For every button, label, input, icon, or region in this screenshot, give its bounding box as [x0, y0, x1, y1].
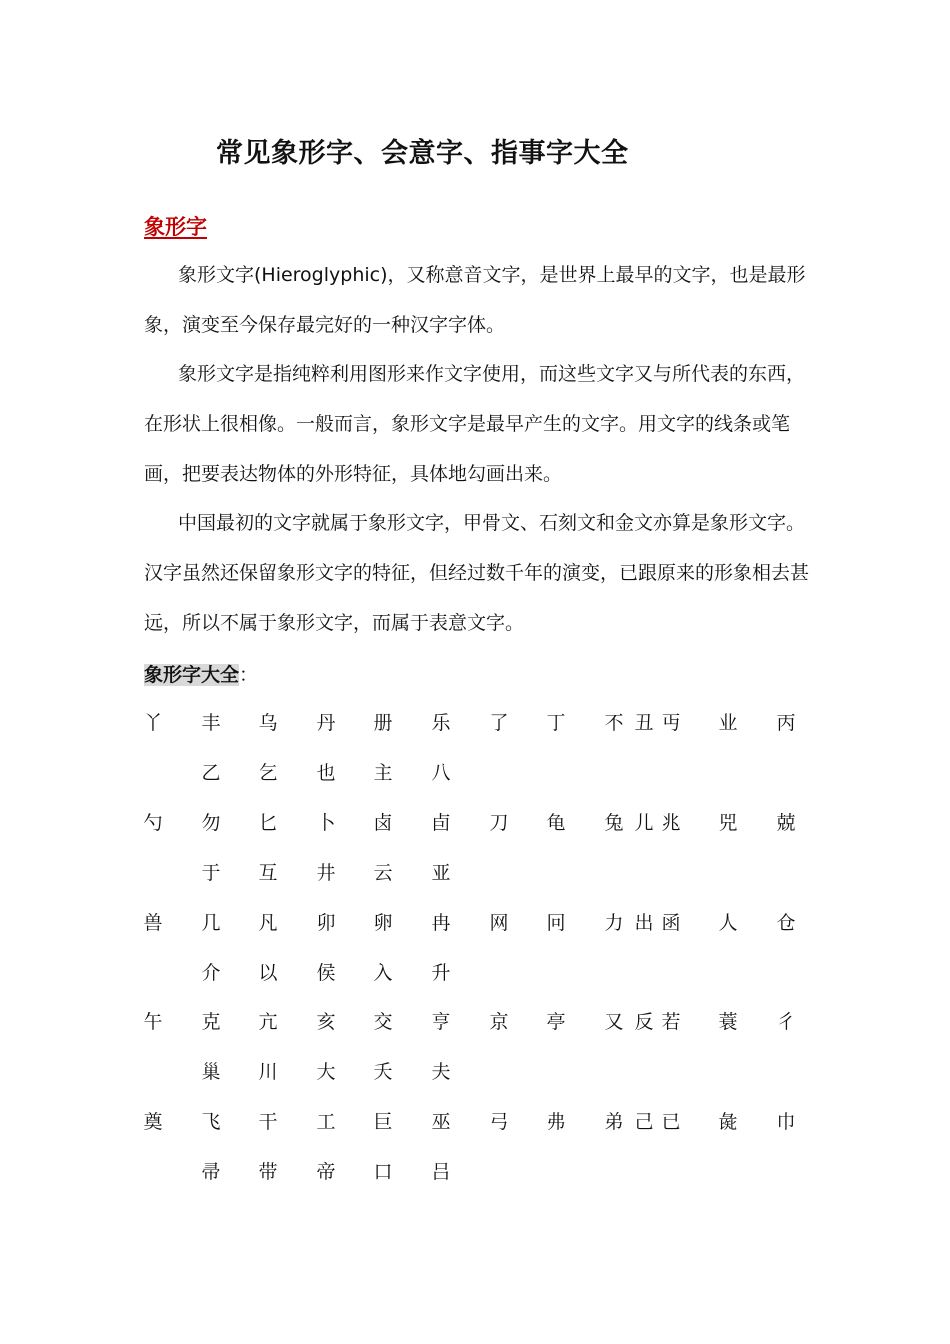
- paragraph-intro: 象形文字(Hieroglyphic)，又称意音文字，是世界上最早的文字，也是最形象，演变至今保存最完好的一种汉字字体。: [144, 264, 806, 336]
- character-cell: 几: [201, 912, 221, 934]
- character-cell: 兽: [143, 912, 163, 934]
- character-cell: 亭: [546, 1011, 566, 1033]
- character-cell: 丁: [546, 712, 566, 734]
- character-cell: 卣: [431, 812, 451, 834]
- character-cell: 兔: [604, 812, 624, 834]
- character-cell: 乙: [201, 762, 221, 784]
- character-cell: 巢: [201, 1061, 221, 1083]
- character-cell: 干: [258, 1111, 278, 1133]
- character-cell: 亥: [316, 1011, 336, 1033]
- character-cell: 卤: [373, 812, 393, 834]
- character-cell: 力: [604, 912, 624, 934]
- character-cell: 帚: [201, 1161, 221, 1183]
- character-cell: 乞: [258, 762, 278, 784]
- character-cell: 卵: [373, 912, 393, 934]
- character-cell: 丑: [634, 712, 654, 734]
- character-cell: 京: [489, 1011, 509, 1033]
- character-cell: 网: [489, 912, 509, 934]
- character-cell: 儿: [634, 812, 654, 834]
- character-cell: 夫: [431, 1061, 451, 1083]
- character-cell: 丰: [201, 712, 221, 734]
- character-cell: 刀: [489, 812, 509, 834]
- character-cell: 册: [373, 712, 393, 734]
- character-cell: 也: [316, 762, 336, 784]
- character-cell: 乐: [431, 712, 451, 734]
- character-cell: 匕: [258, 812, 278, 834]
- character-cell: 亚: [431, 862, 451, 884]
- character-cell: 蓑: [718, 1011, 738, 1033]
- character-cell: 井: [316, 862, 336, 884]
- character-cell: 冋: [546, 912, 566, 934]
- character-cell: 勿: [201, 812, 221, 834]
- section-heading-pictograms: 象形字: [144, 215, 207, 239]
- character-cell: 互: [258, 862, 278, 884]
- character-cell: 卯: [316, 912, 336, 934]
- character-cell: 丹: [316, 712, 336, 734]
- character-cell: 帝: [316, 1161, 336, 1183]
- character-cell: 于: [201, 862, 221, 884]
- character-cell: 凡: [258, 912, 278, 934]
- character-cell: 丙: [776, 712, 796, 734]
- character-cell: 带: [258, 1161, 278, 1183]
- character-cell: 奠: [143, 1111, 163, 1133]
- character-cell: 侯: [316, 962, 336, 984]
- character-cell: 弗: [546, 1111, 566, 1133]
- character-cell: 巫: [431, 1111, 451, 1133]
- character-cell: 龟: [546, 812, 566, 834]
- character-cell: 弟: [604, 1111, 624, 1133]
- character-cell: 又: [604, 1011, 624, 1033]
- character-cell: 勺: [143, 812, 163, 834]
- character-cell: 兆: [661, 812, 681, 834]
- character-cell: 兢: [776, 812, 796, 834]
- character-cell: 己: [634, 1111, 654, 1133]
- character-cell: 弓: [489, 1111, 509, 1133]
- character-cell: 八: [431, 762, 451, 784]
- character-cell: 午: [143, 1011, 163, 1033]
- character-cell: 克: [201, 1011, 221, 1033]
- character-cell: 亨: [431, 1011, 451, 1033]
- character-cell: 丏: [661, 712, 681, 734]
- character-cell: 川: [258, 1061, 278, 1083]
- character-cell: 介: [201, 962, 221, 984]
- character-cell: 口: [373, 1161, 393, 1183]
- character-cell: 巨: [373, 1111, 393, 1133]
- character-cell: 升: [431, 962, 451, 984]
- list-heading-label: 象形字大全: [144, 664, 240, 686]
- paragraph-history: 中国最初的文字就属于象形文字，甲骨文、石刻文和金文亦算是象形文字。汉字虽然还保留象形文字的特征，但经过数千年的演变，已跟原来的形象相去甚远，所以不属于象形文字，而属于表意文字。: [144, 512, 810, 634]
- character-cell: 若: [661, 1011, 681, 1033]
- character-cell: 反: [634, 1011, 654, 1033]
- character-cell: 人: [718, 912, 738, 934]
- character-cell: 大: [316, 1061, 336, 1083]
- character-cell: 了: [489, 712, 509, 734]
- list-heading-colon: ：: [239, 664, 259, 686]
- character-cell: 已: [661, 1111, 681, 1133]
- character-cell: 不: [604, 712, 624, 734]
- page-title: 常见象形字、会意字、指事字大全: [216, 138, 629, 169]
- character-cell: 乌: [258, 712, 278, 734]
- character-cell: 入: [373, 962, 393, 984]
- character-cell: 巾: [776, 1111, 796, 1133]
- character-cell: 仓: [776, 912, 796, 934]
- character-cell: 主: [373, 762, 393, 784]
- character-cell: 云: [373, 862, 393, 884]
- character-cell: 夭: [373, 1061, 393, 1083]
- character-cell: 兕: [718, 812, 738, 834]
- character-cell: 冉: [431, 912, 451, 934]
- character-cell: 丫: [143, 712, 163, 734]
- character-cell: 以: [258, 962, 278, 984]
- character-cell: 出: [634, 912, 654, 934]
- character-cell: 亢: [258, 1011, 278, 1033]
- character-cell: 函: [661, 912, 681, 934]
- character-cell: 彘: [718, 1111, 738, 1133]
- character-cell: 业: [718, 712, 738, 734]
- paragraph-definition: 象形文字是指纯粹利用图形来作文字使用，而这些文字又与所代表的东西，在形状上很相像。一般而言，象形文字是最早产生的文字。用文字的线条或笔画，把要表达物体的外形特征，具体地勾画出来。: [144, 363, 806, 485]
- character-cell: 工: [316, 1111, 336, 1133]
- character-cell: 交: [373, 1011, 393, 1033]
- character-cell: 彳: [776, 1011, 796, 1033]
- character-cell: 飞: [201, 1111, 221, 1133]
- character-cell: 吕: [431, 1161, 451, 1183]
- character-cell: 卜: [316, 812, 336, 834]
